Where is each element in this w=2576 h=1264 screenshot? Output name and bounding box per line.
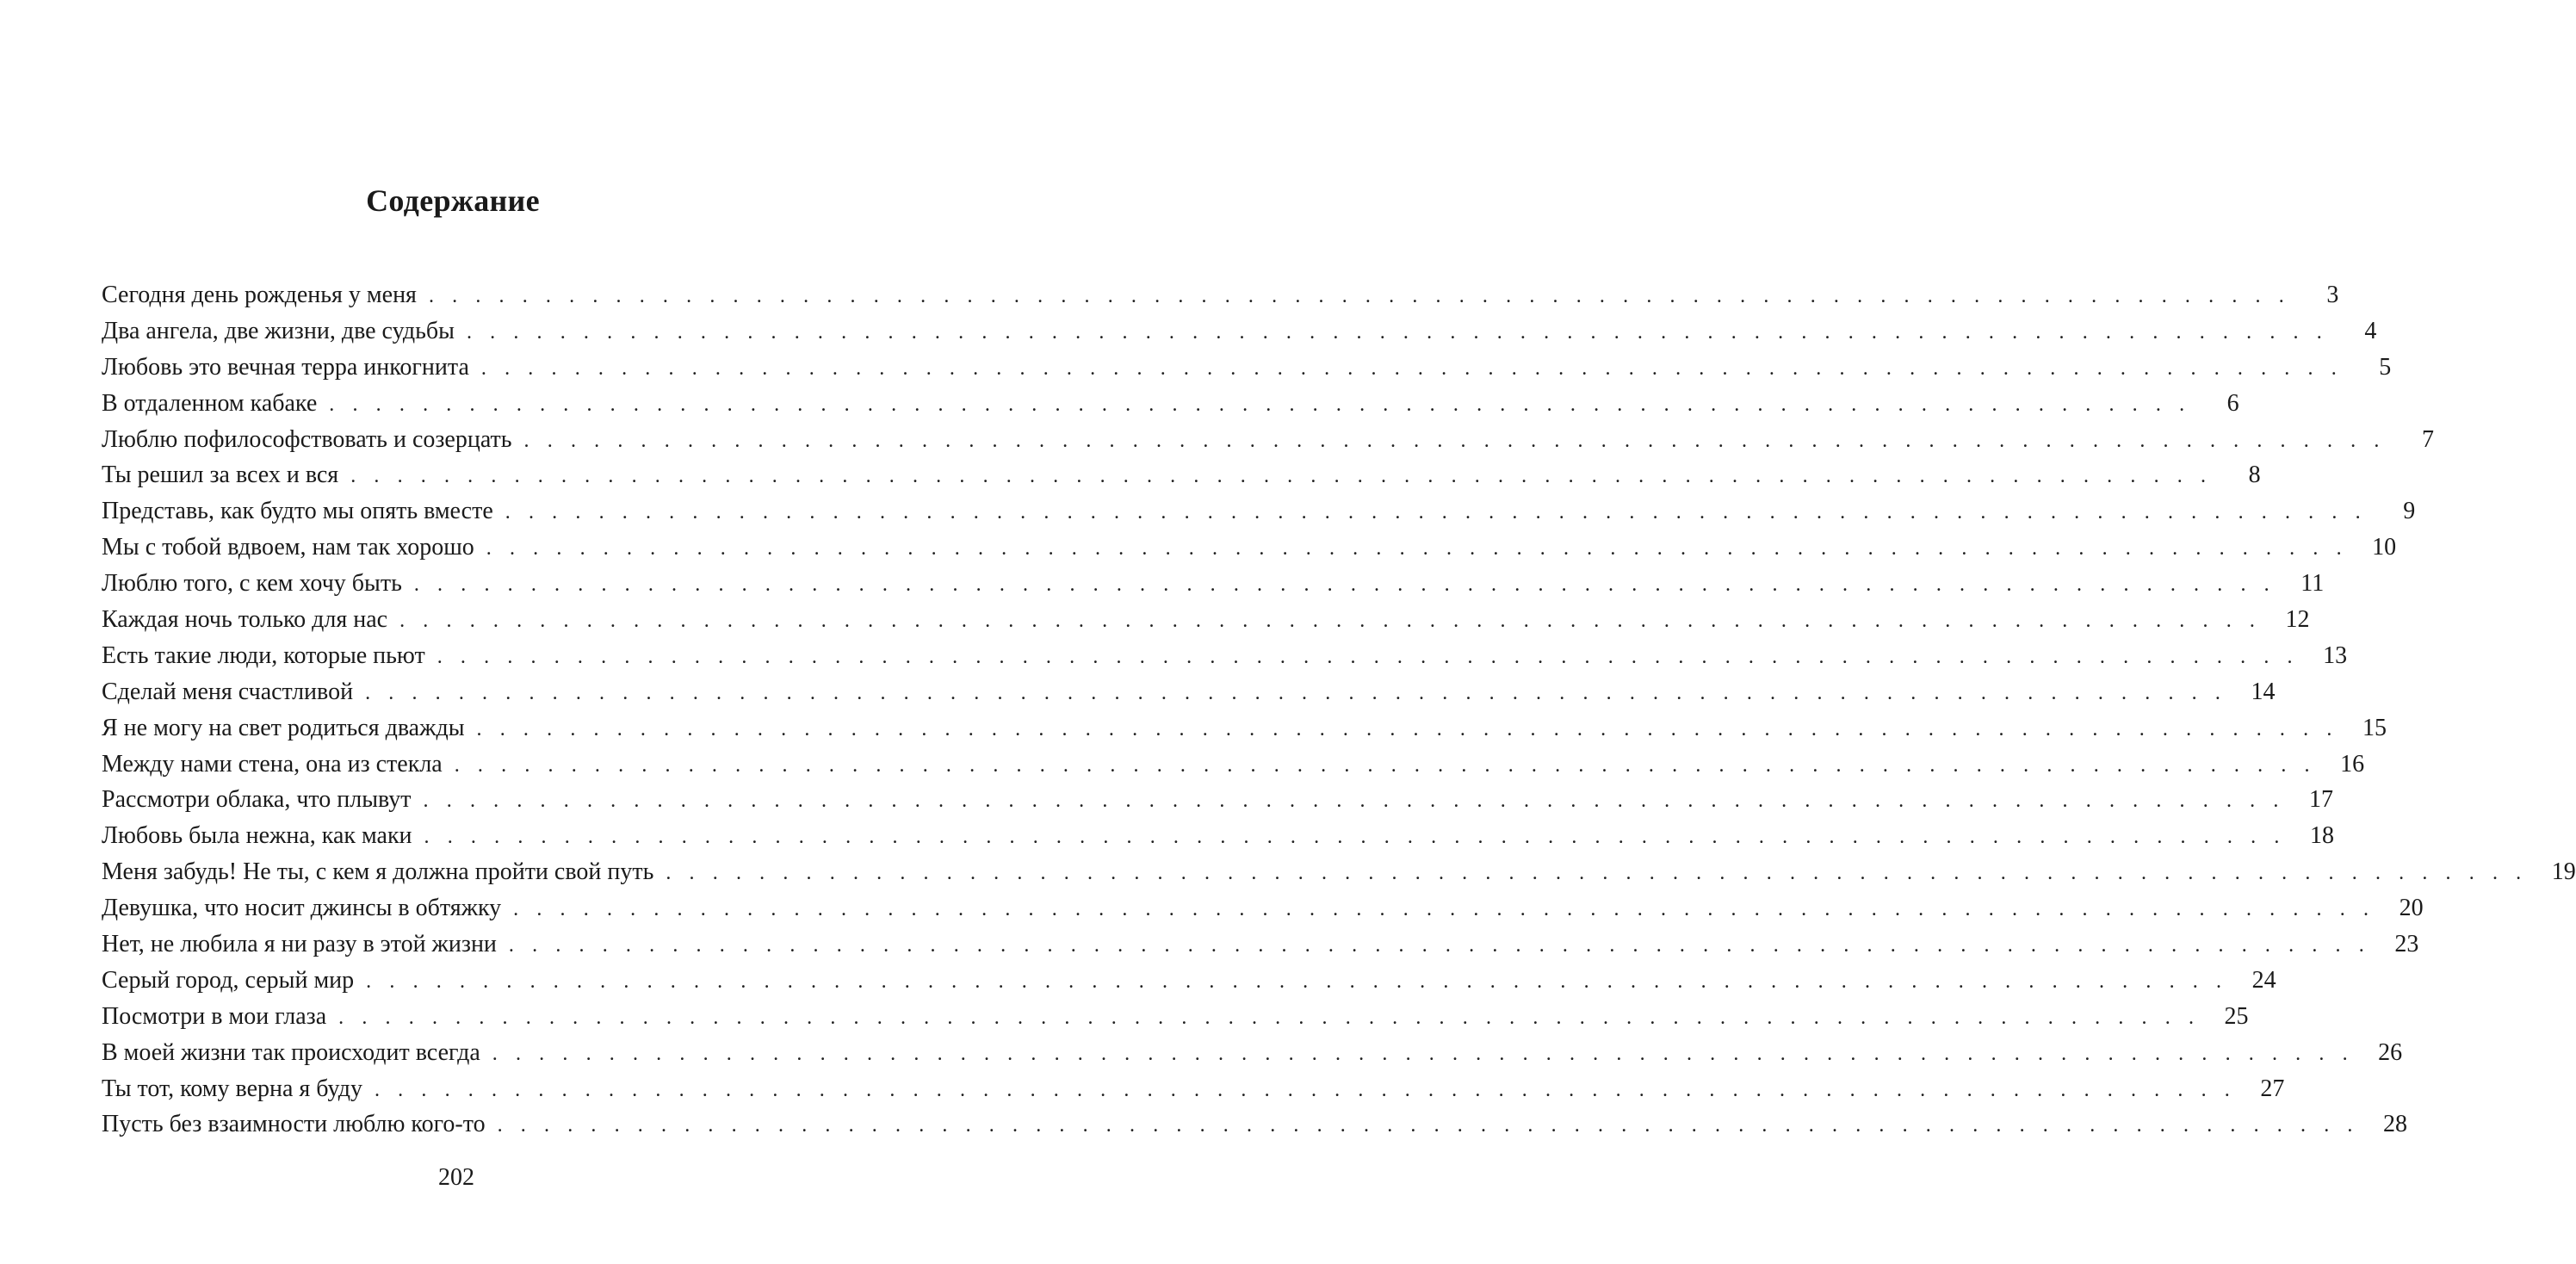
toc-entry-page: 9	[2403, 498, 2416, 525]
toc-entry-page: 27	[2260, 1075, 2285, 1102]
toc-entry-title: Люблю того, с кем хочу быть	[102, 570, 402, 598]
toc-entry-page: 25	[2224, 1002, 2249, 1030]
toc-entry	[102, 1106, 2407, 1143]
toc-entry-title: Серый город, серый мир	[102, 966, 355, 994]
toc-dot-leader: . . . . . . . . . . . . . . . . . . . . . . . . . . . . . . . . . . . . . . . . . . . . . . . . . . . . . . . . . . . . . . . . . . . . . . . . . . . . . . . .	[508, 934, 2371, 957]
toc-dot-leader: . . . . . . . . . . . . . . . . . . . . . . . . . . . . . . . . . . . . . . . . . . . . . . . . . . . . . . . . . . . . . . . . . . . . . . . . . . . . . . . .	[505, 501, 2368, 524]
toc-entry-title: Каждая ночь только для нас	[102, 606, 388, 634]
toc-entry-page: 18	[2309, 822, 2334, 850]
toc-dot-leader: . . . . . . . . . . . . . . . . . . . . . . . . . . . . . . . . . . . . . . . . . . . . . . . . . . . . . . . . . . . . . . . . . . . . . . . . . . . . . . . .	[428, 285, 2291, 307]
toc-dot-leader: . . . . . . . . . . . . . . . . . . . . . . . . . . . . . . . . . . . . . . . . . . . . . . . . . . . . . . . . . . . . . . . . . . . . . . . . . . . . . . . .	[329, 393, 2191, 416]
toc-dot-leader: . . . . . . . . . . . . . . . . . . . . . . . . . . . . . . . . . . . . . . . . . . . . . . . . . . . . . . . . . . . . . . . . . . . . . . . . . . . . . . . .	[399, 610, 2262, 633]
toc-entry	[102, 493, 2416, 530]
toc-dot-leader: . . . . . . . . . . . . . . . . . . . . . . . . . . . . . . . . . . . . . . . . . . . . . . . . . . . . . . . . . . . . . . . . . . . . . . . . . . . . . . . .	[454, 753, 2317, 777]
toc-entry	[102, 1071, 2285, 1107]
toc-entry-page: 12	[2285, 606, 2310, 634]
toc-dot-leader: . . . . . . . . . . . . . . . . . . . . . . . . . . . . . . . . . . . . . . . . . . . . . . . . . . . . . . . . . . . . . . . . . . . . . . . . . . . . . . . .	[365, 681, 2227, 704]
toc-entry-page: 19	[2551, 858, 2576, 886]
toc-entry-title: Между нами стена, она из стекла	[102, 750, 443, 778]
toc-dot-leader: . . . . . . . . . . . . . . . . . . . . . . . . . . . . . . . . . . . . . . . . . . . . . . . . . . . . . . . . . . . . . . . . . . . . . . . . . . . . . . . .	[437, 645, 2300, 668]
toc-entry-title: Посмотри в мои глаза	[102, 1002, 327, 1030]
toc-entry-page: 6	[2226, 389, 2239, 417]
toc-entry	[102, 350, 2392, 386]
toc-dot-leader: . . . . . . . . . . . . . . . . . . . . . . . . . . . . . . . . . . . . . . . . . . . . . . . . . . . . . . . . . . . . . . . . . . . . . . . . . . . . . . . .	[476, 717, 2338, 740]
toc-entry-page: 24	[2251, 966, 2276, 994]
toc-entry-title: Любовь это вечная терра инкогнита	[102, 353, 469, 381]
toc-dot-leader: . . . . . . . . . . . . . . . . . . . . . . . . . . . . . . . . . . . . . . . . . . . . . . . . . . . . . . . . . . . . . . . . . . . . . . . . . . . . . . . .	[513, 898, 2375, 921]
toc-entry	[102, 602, 2310, 638]
toc-entry-page: 8	[2248, 462, 2261, 489]
toc-entry-page: 11	[2300, 570, 2325, 598]
toc-dot-leader: . . . . . . . . . . . . . . . . . . . . . . . . . . . . . . . . . . . . . . . . . . . . . . . . . . . . . . . . . . . . . . . . . . . . . . . . . . . . . . . .	[466, 320, 2329, 344]
toc-dot-leader: . . . . . . . . . . . . . . . . . . . . . . . . . . . . . . . . . . . . . . . . . . . . . . . . . . . . . . . . . . . . . . . . . . . . . . . . . . . . . . . .	[338, 1006, 2201, 1029]
toc-entry-page: 7	[2421, 425, 2434, 453]
toc-entry-page: 23	[2394, 931, 2419, 958]
toc-entry-page: 15	[2362, 714, 2387, 741]
toc-entry	[102, 818, 2334, 854]
toc-entry	[102, 386, 2239, 422]
toc-entry-title: Я не могу на свет родиться дважды	[102, 714, 465, 741]
toc-entry	[102, 782, 2333, 818]
toc-list	[102, 277, 2576, 1143]
toc-entry-title: Любовь была нежна, как маки	[102, 822, 412, 850]
toc-entry-page: 5	[2379, 353, 2392, 381]
toc-entry-title: Нет, не любила я ни разу в этой жизни	[102, 931, 497, 958]
toc-entry	[102, 1035, 2403, 1071]
toc-entry-title: Пусть без взаимности люблю кого-то	[102, 1111, 486, 1138]
toc-dot-leader: . . . . . . . . . . . . . . . . . . . . . . . . . . . . . . . . . . . . . . . . . . . . . . . . . . . . . . . . . . . . . . . . . . . . . . . . . . . . . . . .	[350, 465, 2213, 488]
toc-dot-leader: . . . . . . . . . . . . . . . . . . . . . . . . . . . . . . . . . . . . . . . . . . . . . . . . . . . . . . . . . . . . . . . . . . . . . . . . . . . . . . . .	[666, 862, 2528, 885]
toc-entry-title: Люблю пофилософствовать и созерцать	[102, 425, 512, 453]
toc-entry-title: Сегодня день рожденья у меня	[102, 282, 417, 308]
toc-entry-page: 13	[2323, 641, 2348, 669]
toc-entry-title: Есть такие люди, которые пьют	[102, 641, 425, 669]
toc-dot-leader: . . . . . . . . . . . . . . . . . . . . . . . . . . . . . . . . . . . . . . . . . . . . . . . . . . . . . . . . . . . . . . . . . . . . . . . . . . . . . . . .	[523, 429, 2386, 452]
toc-dot-leader: . . . . . . . . . . . . . . . . . . . . . . . . . . . . . . . . . . . . . . . . . . . . . . . . . . . . . . . . . . . . . . . . . . . . . . . . . . . . . . . .	[424, 826, 2286, 849]
toc-dot-leader: . . . . . . . . . . . . . . . . . . . . . . . . . . . . . . . . . . . . . . . . . . . . . . . . . . . . . . . . . . . . . . . . . . . . . . . . . . . . . . . .	[480, 356, 2344, 380]
toc-entry-page: 16	[2340, 750, 2365, 778]
toc-entry	[102, 926, 2419, 963]
toc-entry-page: 20	[2399, 895, 2424, 922]
toc-dot-leader: . . . . . . . . . . . . . . . . . . . . . . . . . . . . . . . . . . . . . . . . . . . . . . . . . . . . . . . . . . . . . . . . . . . . . . . . . . . . . . . .	[423, 790, 2285, 813]
toc-dot-leader: . . . . . . . . . . . . . . . . . . . . . . . . . . . . . . . . . . . . . . . . . . . . . . . . . . . . . . . . . . . . . . . . . . . . . . . . . . . . . . . .	[492, 1042, 2355, 1065]
toc-entry-title: Два ангела, две жизни, две судьбы	[102, 317, 455, 344]
toc-entry	[102, 710, 2387, 747]
toc-entry	[102, 963, 2276, 999]
toc-entry	[102, 277, 2339, 313]
toc-dot-leader: . . . . . . . . . . . . . . . . . . . . . . . . . . . . . . . . . . . . . . . . . . . . . . . . . . . . . . . . . . . . . . . . . . . . . . . . . . . . . . . .	[366, 970, 2228, 993]
toc-entry	[102, 999, 2249, 1035]
toc-entry-page: 14	[2251, 678, 2276, 705]
toc-entry	[102, 422, 2434, 458]
toc-entry-title: Ты тот, кому верна я буду	[102, 1075, 362, 1102]
toc-entry-title: В моей жизни так происходит всегда	[102, 1038, 480, 1066]
toc-entry	[102, 638, 2348, 674]
toc-entry-page: 17	[2308, 786, 2333, 814]
toc-entry-title: Рассмотри облака, что плывут	[102, 786, 412, 814]
toc-entry	[102, 530, 2397, 566]
toc-entry-title: Меня забудь! Не ты, с кем я должна пройти свой путь	[102, 858, 654, 886]
toc-entry-page: 28	[2383, 1111, 2407, 1138]
toc-entry-page: 10	[2372, 534, 2397, 561]
toc-entry	[102, 457, 2261, 493]
page-number: 202	[438, 1164, 474, 1191]
toc-entry-title: Сделай меня счастливой	[102, 678, 354, 705]
toc-entry-title: Ты решил за всех и вся	[102, 462, 339, 489]
toc-entry-title: Представь, как будто мы опять вместе	[102, 498, 493, 525]
toc-entry	[102, 747, 2365, 783]
toc-dot-leader: . . . . . . . . . . . . . . . . . . . . . . . . . . . . . . . . . . . . . . . . . . . . . . . . . . . . . . . . . . . . . . . . . . . . . . . . . . . . . . . .	[497, 1114, 2359, 1137]
toc-entry	[102, 313, 2377, 350]
toc-entry-page: 3	[2326, 282, 2339, 308]
toc-entry	[102, 566, 2325, 602]
toc-entry-page: 4	[2364, 317, 2377, 344]
toc-entry-title: В отдаленном кабаке	[102, 389, 318, 417]
toc-dot-leader: . . . . . . . . . . . . . . . . . . . . . . . . . . . . . . . . . . . . . . . . . . . . . . . . . . . . . . . . . . . . . . . . . . . . . . . . . . . . . . . .	[486, 537, 2349, 561]
toc-entry	[102, 890, 2424, 926]
page-title: Содержание	[366, 183, 540, 218]
toc-entry-title: Мы с тобой вдвоем, нам так хорошо	[102, 534, 474, 561]
toc-entry-page: 26	[2378, 1038, 2403, 1066]
toc-entry	[102, 674, 2276, 710]
toc-entry-title: Девушка, что носит джинсы в обтяжку	[102, 895, 502, 922]
toc-dot-leader: . . . . . . . . . . . . . . . . . . . . . . . . . . . . . . . . . . . . . . . . . . . . . . . . . . . . . . . . . . . . . . . . . . . . . . . . . . . . . . . .	[413, 573, 2276, 597]
toc-dot-leader: . . . . . . . . . . . . . . . . . . . . . . . . . . . . . . . . . . . . . . . . . . . . . . . . . . . . . . . . . . . . . . . . . . . . . . . . . . . . . . . .	[374, 1078, 2237, 1101]
toc-entry	[102, 854, 2576, 890]
